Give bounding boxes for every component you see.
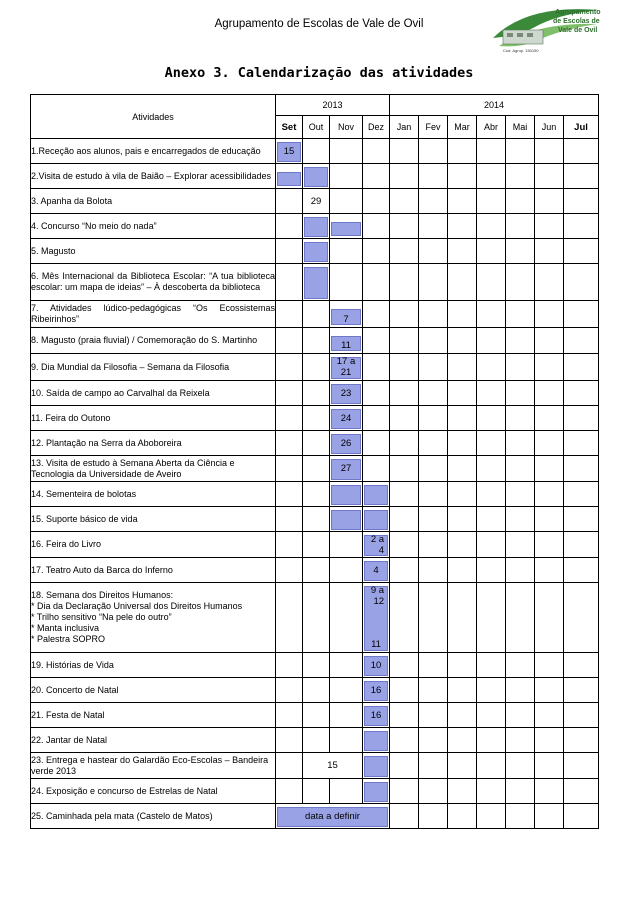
table-row xyxy=(31,214,599,239)
date-value: 9 a xyxy=(370,585,385,596)
activity-label: 5. Magusto xyxy=(31,239,276,264)
cell-dez xyxy=(363,583,390,653)
activity-label xyxy=(31,583,276,653)
activity-label: 24. Exposição e concurso de Estrelas de Natal xyxy=(31,779,276,804)
date-value: 15 xyxy=(327,760,338,771)
cell-nov xyxy=(330,431,363,456)
month-header: Set xyxy=(276,116,303,139)
table-row xyxy=(31,189,599,214)
cell-nov xyxy=(330,214,363,239)
activity-label: 21. Festa de Natal xyxy=(31,703,276,728)
month-header: Dez xyxy=(363,116,390,139)
activity-label: 7. Atividades lúdico-pedagógicas “Os Ecossistemas Ribeirinhos” xyxy=(31,301,276,328)
date-value: 7 xyxy=(343,314,349,325)
date-value: 16 xyxy=(370,684,382,696)
cell-dez xyxy=(363,753,390,779)
cell-dez xyxy=(363,558,390,583)
table-row xyxy=(31,264,599,301)
table-row xyxy=(31,678,599,703)
date-value: 4 xyxy=(373,564,379,576)
cell-dez xyxy=(363,678,390,703)
activity-label: 13. Visita de estudo à Semana Aberta da Ciência e Tecnologia da Universidade de Aveiro xyxy=(31,456,276,482)
logo-line-2: de Escolas de xyxy=(553,18,600,25)
table-row xyxy=(31,406,599,431)
table-row xyxy=(31,804,599,829)
year-2013-header: 2013 xyxy=(276,95,390,116)
date-value: 16 xyxy=(370,709,382,721)
table-row xyxy=(31,779,599,804)
activity-label: 3. Apanha da Bolota xyxy=(31,189,276,214)
date-value: 23 xyxy=(340,387,352,399)
cell-dez xyxy=(363,532,390,558)
month-header: Jan xyxy=(390,116,419,139)
table-row xyxy=(31,753,599,779)
activity-label: 11. Feira do Outono xyxy=(31,406,276,431)
activity-label: 10. Saída de campo ao Carvalhal da Reixela xyxy=(31,381,276,406)
activities-header: Atividades xyxy=(31,95,276,139)
cell-dez xyxy=(363,728,390,753)
table-row xyxy=(31,728,599,753)
table-row xyxy=(31,583,599,653)
activity-label: 19. Histórias de Vida xyxy=(31,653,276,678)
cell-out xyxy=(303,239,330,264)
activity-label: 17. Teatro Auto da Barca do Inferno xyxy=(31,558,276,583)
cell-nov xyxy=(330,328,363,354)
cell-dez xyxy=(363,507,390,532)
table-row xyxy=(31,507,599,532)
table-row xyxy=(31,482,599,507)
month-header: Jul xyxy=(564,116,599,139)
logo-small-text: Cod. Agrup. 150150 xyxy=(503,48,539,53)
cell-set xyxy=(276,139,303,164)
activity-label-line: * Dia da Declaração Universal dos Direitos Humanos xyxy=(31,601,243,611)
date-value: 17 a xyxy=(336,356,356,367)
logo-line-1: Agrupamento xyxy=(555,9,601,16)
date-value: 29 xyxy=(310,195,322,207)
activity-label: 12. Plantação na Serra da Aboboreira xyxy=(31,431,276,456)
cell-out xyxy=(303,214,330,239)
month-header: Mar xyxy=(448,116,477,139)
month-header: Nov xyxy=(330,116,363,139)
table-row xyxy=(31,328,599,354)
date-value: 10 xyxy=(370,659,382,671)
activity-label: 20. Concerto de Natal xyxy=(31,678,276,703)
month-header: Abr xyxy=(477,116,506,139)
page-title: Anexo 3. Calendarização das atividades xyxy=(164,65,474,81)
cell-nov xyxy=(330,301,363,328)
activity-label: 2.Visita de estudo à vila de Baião – Explorar acessibilidades xyxy=(31,164,276,189)
table-row xyxy=(31,239,599,264)
month-header: Fev xyxy=(419,116,448,139)
cell-nov xyxy=(330,406,363,431)
date-value: 26 xyxy=(340,437,352,449)
activity-label: 4. Concurso “No meio do nada” xyxy=(31,214,276,239)
activity-label: 6. Mês Internacional da Biblioteca Escolar: “A tua biblioteca escolar: um mapa de ideias” – À descoberta da biblioteca xyxy=(31,264,276,301)
date-value: 12 xyxy=(373,596,385,607)
activity-label: 15. Suporte básico de vida xyxy=(31,507,276,532)
table-row xyxy=(31,381,599,406)
cell-out xyxy=(303,189,330,214)
cell-out xyxy=(303,264,330,301)
date-value: data a definir xyxy=(305,810,360,822)
activity-label: 9. Dia Mundial da Filosofia – Semana da Filosofia xyxy=(31,354,276,381)
cell-nov xyxy=(330,354,363,381)
activity-label-line: * Manta inclusiva xyxy=(31,623,100,633)
school-logo xyxy=(487,2,607,58)
date-value: 15 xyxy=(283,145,295,157)
schedule-table xyxy=(30,94,599,829)
table-row xyxy=(31,431,599,456)
cell-nov xyxy=(330,482,363,507)
year-2014-header: 2014 xyxy=(390,95,599,116)
table-row xyxy=(31,703,599,728)
date-value: 11 xyxy=(341,340,351,351)
table-row xyxy=(31,532,599,558)
month-header: Mai xyxy=(506,116,535,139)
table-row xyxy=(31,456,599,482)
date-value: 27 xyxy=(340,463,352,474)
activity-label-line: * Palestra SOPRO xyxy=(31,634,106,644)
table-row xyxy=(31,354,599,381)
activity-label-line: * Trilho sensitivo “Na pele do outro” xyxy=(31,612,172,622)
cell-nov xyxy=(330,381,363,406)
month-header: Jun xyxy=(535,116,564,139)
activity-label: 16. Feira do Livro xyxy=(31,532,276,558)
date-value: 24 xyxy=(340,412,352,424)
cell-dez xyxy=(363,653,390,678)
table-row xyxy=(31,301,599,328)
activity-label: 25. Caminhada pela mata (Castelo de Matos) xyxy=(31,804,276,829)
table-row xyxy=(31,558,599,583)
cell-merged-2013 xyxy=(276,804,390,829)
cell-nov xyxy=(330,456,363,482)
cell-out xyxy=(303,164,330,189)
cell-dez xyxy=(363,779,390,804)
date-value: 4 xyxy=(378,545,385,556)
activity-label: 8. Magusto (praia fluvial) / Comemoração do S. Martinho xyxy=(31,328,276,354)
cell-out-nov xyxy=(303,753,363,779)
date-value: 21 xyxy=(340,367,352,378)
cell-set xyxy=(276,164,303,189)
table-row xyxy=(31,139,599,164)
date-value: 11 xyxy=(371,639,381,650)
activity-label: 1.Receção aos alunos, pais e encarregados de educação xyxy=(31,139,276,164)
cell-nov xyxy=(330,507,363,532)
activity-label-line: 18. Semana dos Direitos Humanos: xyxy=(31,590,174,600)
logo-line-3: Vale de Ovil xyxy=(558,27,598,34)
cell-dez xyxy=(363,703,390,728)
table-row xyxy=(31,653,599,678)
table-row xyxy=(31,164,599,189)
activity-label: 22. Jantar de Natal xyxy=(31,728,276,753)
activity-label: 14. Sementeira de bolotas xyxy=(31,482,276,507)
document-header: Agrupamento de Escolas de Vale de Ovil xyxy=(214,18,424,30)
cell-dez xyxy=(363,482,390,507)
month-header: Out xyxy=(303,116,330,139)
activity-label: 23. Entrega e hastear do Galardão Eco-Escolas – Bandeira verde 2013 xyxy=(31,753,276,779)
date-value: 2 a xyxy=(370,534,385,545)
